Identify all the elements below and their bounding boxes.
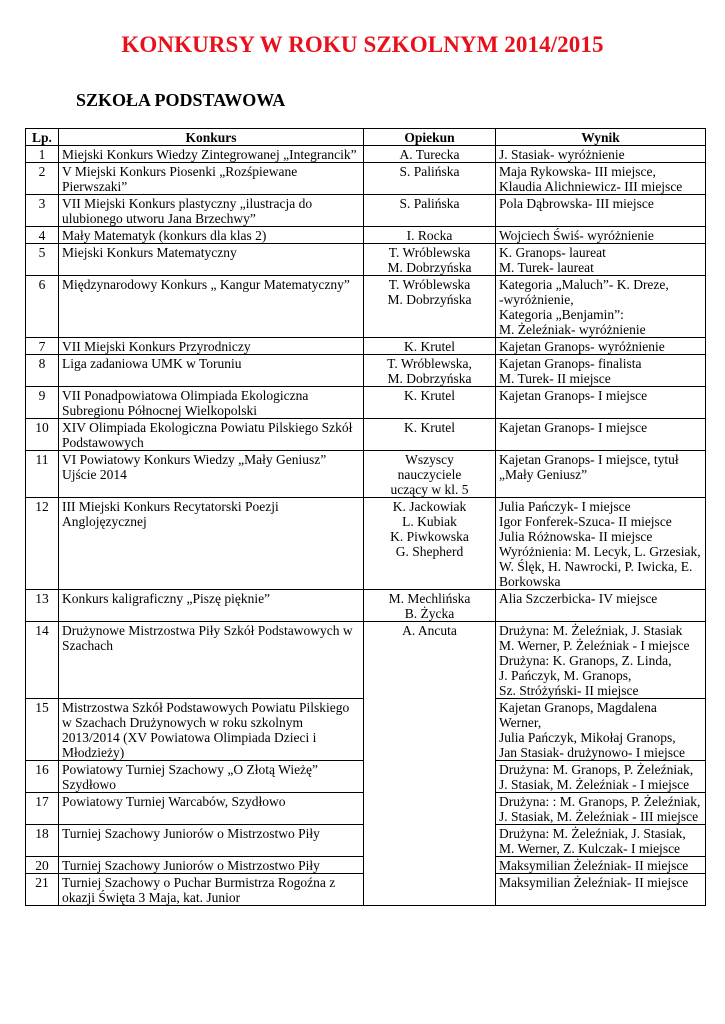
row-number: 2 — [26, 163, 59, 195]
row-number: 6 — [26, 276, 59, 338]
contest-name: Miejski Konkurs Wiedzy Zintegrowanej „Integrancik” — [59, 146, 364, 163]
contest-name: Miejski Konkurs Matematyczny — [59, 244, 364, 276]
result: Kajetan Granops- I miejsce, tytuł „Mały Geniusz” — [496, 451, 706, 498]
contest-name: VII Miejski Konkurs Przyrodniczy — [59, 338, 364, 355]
table-row — [26, 451, 706, 498]
supervisor: T. Wróblewska M. Dobrzyńska — [364, 276, 496, 338]
table-row — [26, 195, 706, 227]
supervisor: K. Krutel — [364, 419, 496, 451]
row-number: 15 — [26, 699, 59, 761]
row-number: 14 — [26, 622, 59, 699]
contest-name: Konkurs kaligraficzny „Piszę pięknie” — [59, 590, 364, 622]
table-row — [26, 590, 706, 622]
table-row — [26, 244, 706, 276]
page-title: KONKURSY W ROKU SZKOLNYM 2014/2015 — [121, 32, 604, 57]
supervisor: Wszyscy nauczyciele uczący w kl. 5 — [364, 451, 496, 498]
supervisor: M. Mechlińska B. Życka — [364, 590, 496, 622]
header-konkurs: Konkurs — [59, 129, 364, 146]
contest-name: VII Miejski Konkurs plastyczny „ilustracja do ulubionego utworu Jana Brzechwy” — [59, 195, 364, 227]
row-number: 8 — [26, 355, 59, 387]
contest-name: XIV Olimpiada Ekologiczna Powiatu Pilskiego Szkół Podstawowych — [59, 419, 364, 451]
result: Alia Szczerbicka- IV miejsce — [496, 590, 706, 622]
contest-name: Turniej Szachowy o Puchar Burmistrza Rogoźna z okazji Święta 3 Maja, kat. Junior — [59, 874, 364, 906]
contest-name: VII Ponadpowiatowa Olimpiada Ekologiczna Subregionu Północnej Wielkopolski — [59, 387, 364, 419]
supervisor: I. Rocka — [364, 227, 496, 244]
result: Maja Rykowska- III miejsce, Klaudia Alichniewicz- III miejsce — [496, 163, 706, 195]
result: K. Granops- laureat M. Turek- laureat — [496, 244, 706, 276]
contest-name: Mały Matematyk (konkurs dla klas 2) — [59, 227, 364, 244]
row-number: 1 — [26, 146, 59, 163]
contest-name: Liga zadaniowa UMK w Toruniu — [59, 355, 364, 387]
row-number: 12 — [26, 498, 59, 590]
contest-name: Powiatowy Turniej Warcabów, Szydłowo — [59, 793, 364, 825]
header-wynik: Wynik — [496, 129, 706, 146]
row-number: 10 — [26, 419, 59, 451]
contest-name: V Miejski Konkurs Piosenki „Rozśpiewane Pierwszaki” — [59, 163, 364, 195]
result: Julia Pańczyk- I miejsce Igor Fonferek-Szuca- II miejsce Julia Różnowska- II miejsce Wyróżnienia: M. Lecyk, L. Grzesiak, W. Ślęk, H. Nawrocki, P. Iwicka, E. Borkowska — [496, 498, 706, 590]
supervisor: T. Wróblewska, M. Dobrzyńska — [364, 355, 496, 387]
supervisor: S. Palińska — [364, 163, 496, 195]
section-subtitle: SZKOŁA PODSTAWOWA — [76, 90, 286, 110]
table-row — [26, 146, 706, 163]
row-number: 16 — [26, 761, 59, 793]
contest-name: Powiatowy Turniej Szachowy „O Złotą Wieżę” Szydłowo — [59, 761, 364, 793]
row-number: 18 — [26, 825, 59, 857]
results-table — [25, 128, 706, 906]
table-row — [26, 163, 706, 195]
supervisor: K. Krutel — [364, 387, 496, 419]
supervisor: S. Palińska — [364, 195, 496, 227]
result: Drużyna: M. Granops, P. Żeleźniak, J. Stasiak, M. Żeleźniak - I miejsce — [496, 761, 706, 793]
row-number: 13 — [26, 590, 59, 622]
result: Kajetan Granops- I miejsce — [496, 419, 706, 451]
result: Drużyna: M. Żeleźniak, J. Stasiak, M. Werner, Z. Kulczak- I miejsce — [496, 825, 706, 857]
contest-name: VI Powiatowy Konkurs Wiedzy „Mały Geniusz” Ujście 2014 — [59, 451, 364, 498]
row-number: 3 — [26, 195, 59, 227]
supervisor: A. Turecka — [364, 146, 496, 163]
table-row — [26, 387, 706, 419]
table-row — [26, 227, 706, 244]
table-row — [26, 355, 706, 387]
supervisor: K. Jackowiak L. Kubiak K. Piwkowska G. Shepherd — [364, 498, 496, 590]
result: J. Stasiak- wyróżnienie — [496, 146, 706, 163]
contest-name: Turniej Szachowy Juniorów o Mistrzostwo Piły — [59, 857, 364, 874]
row-number: 7 — [26, 338, 59, 355]
table-row — [26, 419, 706, 451]
table-header-row — [26, 129, 706, 146]
table-row — [26, 498, 706, 590]
result: Wojciech Świś- wyróżnienie — [496, 227, 706, 244]
row-number: 11 — [26, 451, 59, 498]
table-row — [26, 622, 706, 699]
row-number: 17 — [26, 793, 59, 825]
row-number: 21 — [26, 874, 59, 906]
result: Drużyna: : M. Granops, P. Żeleźniak, J. Stasiak, M. Żeleźniak - III miejsce — [496, 793, 706, 825]
row-number: 20 — [26, 857, 59, 874]
contest-name: III Miejski Konkurs Recytatorski Poezji Anglojęzycznej — [59, 498, 364, 590]
result: Maksymilian Żeleźniak- II miejsce — [496, 857, 706, 874]
result: Kajetan Granops- wyróżnienie — [496, 338, 706, 355]
contest-name: Międzynarodowy Konkurs „ Kangur Matematyczny” — [59, 276, 364, 338]
result: Kategoria „Maluch”- K. Dreze, -wyróżnienie, Kategoria „Benjamin”: M. Żeleźniak- wyróżnienie — [496, 276, 706, 338]
result: Kajetan Granops, Magdalena Werner, Julia Pańczyk, Mikołaj Granops, Jan Stasiak- drużynowo- I miejsce — [496, 699, 706, 761]
header-opiekun: Opiekun — [364, 129, 496, 146]
table-row — [26, 276, 706, 338]
header-lp: Lp. — [26, 129, 59, 146]
row-number: 4 — [26, 227, 59, 244]
result: Pola Dąbrowska- III miejsce — [496, 195, 706, 227]
result: Drużyna: M. Żeleźniak, J. Stasiak M. Werner, P. Żeleźniak - I miejsce Drużyna: K. Granops, Z. Linda, J. Pańczyk, M. Granops, Sz. Stróżyński- II miejsce — [496, 622, 706, 699]
result: Kajetan Granops- I miejsce — [496, 387, 706, 419]
row-number: 9 — [26, 387, 59, 419]
table-row — [26, 338, 706, 355]
supervisor: T. Wróblewska M. Dobrzyńska — [364, 244, 496, 276]
contest-name: Drużynowe Mistrzostwa Piły Szkół Podstawowych w Szachach — [59, 622, 364, 699]
result: Maksymilian Żeleźniak- II miejsce — [496, 874, 706, 906]
result: Kajetan Granops- finalista M. Turek- II miejsce — [496, 355, 706, 387]
supervisor: K. Krutel — [364, 338, 496, 355]
supervisor: A. Ancuta — [364, 622, 496, 906]
contest-name: Turniej Szachowy Juniorów o Mistrzostwo Piły — [59, 825, 364, 857]
contest-name: Mistrzostwa Szkół Podstawowych Powiatu Pilskiego w Szachach Drużynowych w roku szkolnym 2013/2014 (XV Powiatowa Olimpiada Dzieci i Młodzieży) — [59, 699, 364, 761]
row-number: 5 — [26, 244, 59, 276]
